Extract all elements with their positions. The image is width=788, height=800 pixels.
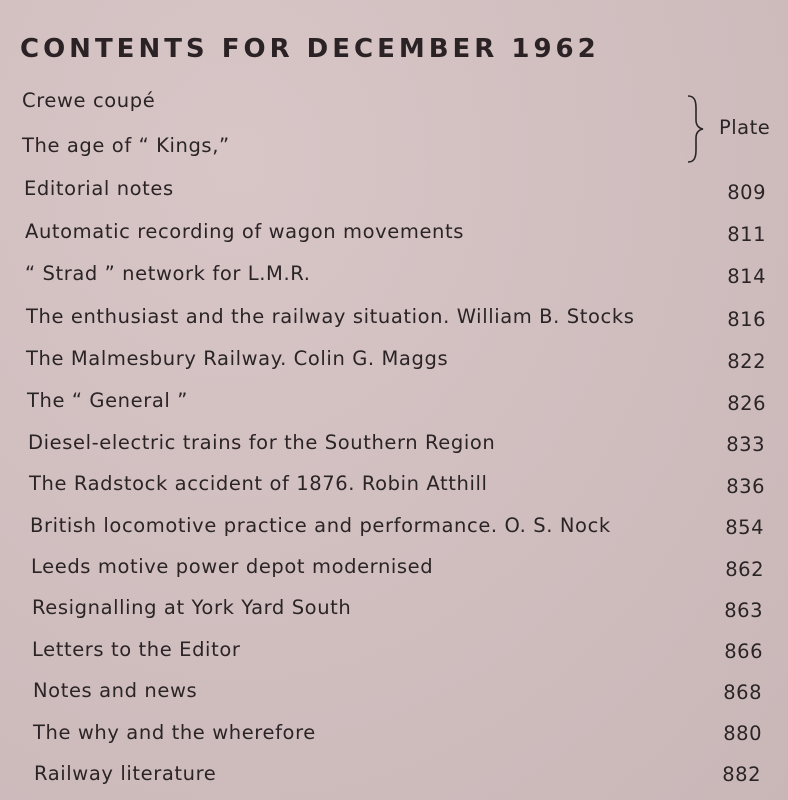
entry-title: The Malmesbury Railway. Colin G. Maggs xyxy=(26,347,449,370)
entry-page-number: 822 xyxy=(727,350,766,373)
entry-page-number: 826 xyxy=(727,392,766,415)
entry-page-number: 811 xyxy=(727,223,766,246)
entry-title: The why and the wherefore xyxy=(33,721,316,744)
plate-item-title: Crewe coupé xyxy=(22,89,156,112)
entry-title: British locomotive practice and performance. O. S. Nock xyxy=(30,514,611,537)
curly-brace-icon xyxy=(686,94,706,164)
entry-page-number: 809 xyxy=(727,181,766,204)
entry-page-number: 882 xyxy=(722,763,761,786)
entry-title: Editorial notes xyxy=(24,177,174,200)
entry-title: Automatic recording of wagon movements xyxy=(25,220,465,243)
entry-title: Notes and news xyxy=(33,679,198,702)
entry-title: The enthusiast and the railway situation. William B. Stocks xyxy=(26,305,635,328)
plate-item-title: The age of “ Kings‚” xyxy=(22,134,230,157)
entry-page-number: 863 xyxy=(724,599,763,622)
entry-title: Letters to the Editor xyxy=(32,638,241,661)
entry-title: Railway literature xyxy=(34,762,217,785)
contents-heading: CONTENTS FOR DECEMBER 1962 xyxy=(20,34,600,64)
entry-title: Diesel-electric trains for the Southern Region xyxy=(28,431,496,454)
entry-page-number: 868 xyxy=(723,681,762,704)
entry-page-number: 836 xyxy=(726,475,765,498)
plate-label: Plate xyxy=(719,116,771,139)
entry-title: The “ General ” xyxy=(27,389,188,412)
entry-page-number: 862 xyxy=(725,558,764,581)
entry-page-number: 833 xyxy=(726,433,765,456)
entry-title: “ Strad ” network for L.M.R. xyxy=(25,262,311,285)
entry-title: The Radstock accident of 1876. Robin Atthill xyxy=(29,472,488,495)
entry-title: Resignalling at York Yard South xyxy=(32,596,352,619)
entry-page-number: 866 xyxy=(724,640,763,663)
entry-title: Leeds motive power depot modernised xyxy=(31,555,434,578)
entry-page-number: 814 xyxy=(727,265,766,288)
entry-page-number: 816 xyxy=(727,308,766,331)
entry-page-number: 880 xyxy=(723,722,762,745)
entry-page-number: 854 xyxy=(725,516,764,539)
